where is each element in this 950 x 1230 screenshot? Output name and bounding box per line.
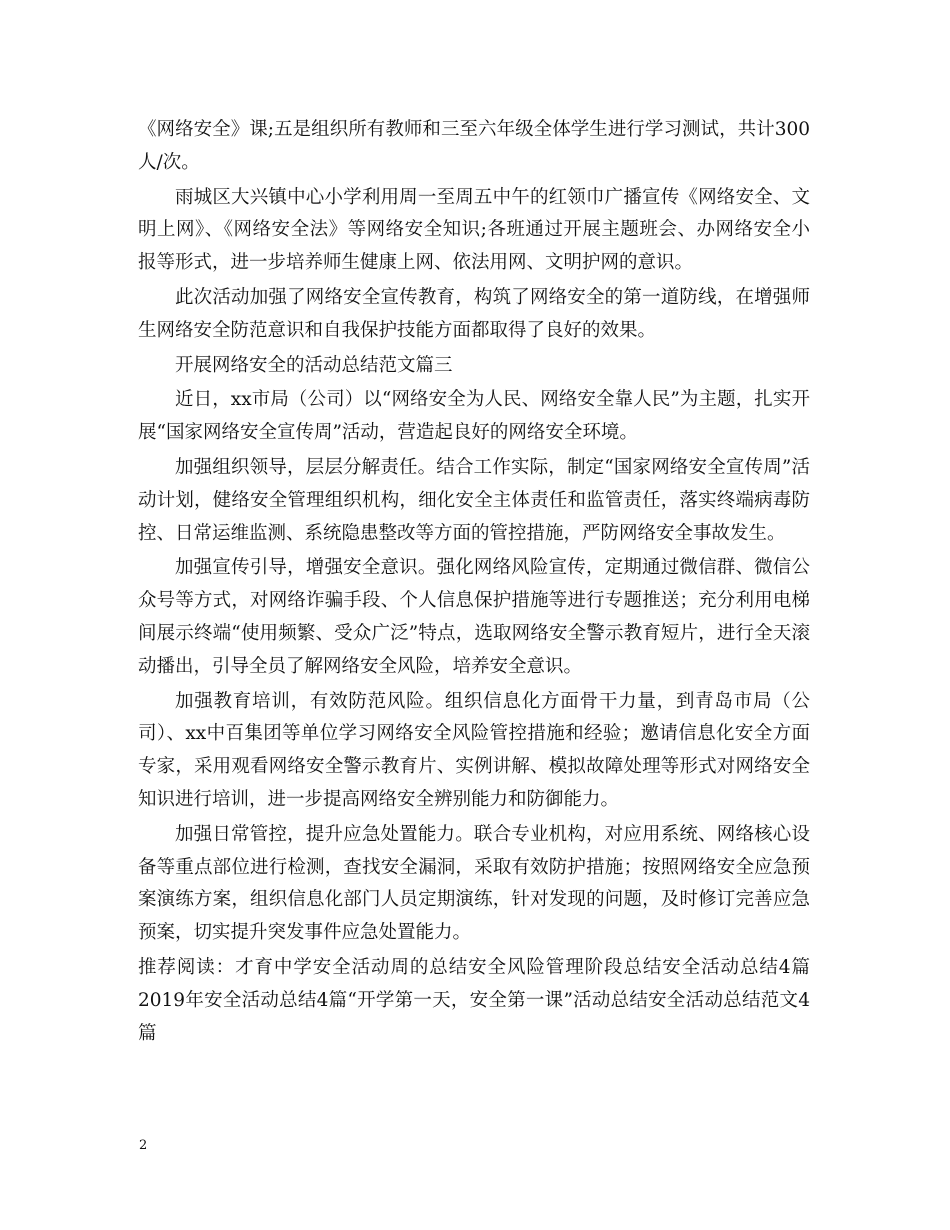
recommended-reading: 推荐阅读：才育中学安全活动周的总结安全风险管理阶段总结安全活动总结4篇2019年安全活动总结4篇“开学第一天，安全第一课”活动总结安全活动总结范文4篇 <box>138 956 810 1044</box>
section-heading: 开展网络安全的活动总结范文篇三 <box>175 354 453 376</box>
paragraph-activity-effect: 此次活动加强了网络安全宣传教育，构筑了网络安全的第一道防线，在增强师生网络安全防范意识和自我保护技能方面都取得了良好的效果。 <box>138 286 810 341</box>
paragraph-daily-control: 加强日常管控，提升应急处置能力。联合专业机构，对应用系统、网络核心设备等重点部位进行检测，查找安全漏洞，采取有效防护措施；按照网络安全应急预案演练方案，组织信息化部门人员定期演练，针对发现的问题，及时修订完善应急预案，切实提升突发事件应急处置能力。 <box>138 823 810 944</box>
paragraph-leadership: 加强组织领导，层层分解责任。结合工作实际，制定“国家网络安全宣传周”活动计划，健络安全管理组织机构，细化安全主体责任和监管责任，落实终端病毒防控、日常运维监测、系统隐患整改等方面的管控措施，严防网络安全事故发生。 <box>138 456 810 544</box>
paragraph-intro: 近日，xx市局（公司）以“网络安全为人民、网络安全靠人民”为主题，扎实开展“国家网络安全宣传周”活动，营造起良好的网络安全环境。 <box>138 389 810 444</box>
paragraph-training: 加强教育培训，有效防范风险。组织信息化方面骨干力量，到青岛市局（公司）、xx中百集团等单位学习网络安全风险管控措施和经验；邀请信息化安全方面专家，采用观看网络安全警示教育片、实例讲解、模拟故障处理等形式对网络安全知识进行培训，进一步提高网络安全辨别能力和防御能力。 <box>138 690 810 810</box>
document-body <box>138 114 810 1050</box>
paragraph-publicity: 加强宣传引导，增强安全意识。强化网络风险宣传，定期通过微信群、微信公众号等方式，对网络诈骗手段、个人信息保护措施等进行专题推送；充分利用电梯间展示终端“使用频繁、受众广泛”特点，选取网络安全警示教育短片，进行全天滚动播出，引导全员了解网络安全风险，培养安全意识。 <box>138 557 810 677</box>
paragraph-daxing-school: 雨城区大兴镇中心小学利用周一至周五中午的红领巾广播宣传《网络安全、文明上网》、《网络安全法》等网络安全知识;各班通过开展主题班会、办网络安全小报等形式，进一步培养师生健康上网、依法用网、文明护网的意识。 <box>138 186 810 274</box>
paragraph-continuation: 《网络安全》课;五是组织所有教师和三至六年级全体学生进行学习测试，共计300人/次。 <box>138 119 810 173</box>
page-number: 2 <box>139 1138 148 1153</box>
